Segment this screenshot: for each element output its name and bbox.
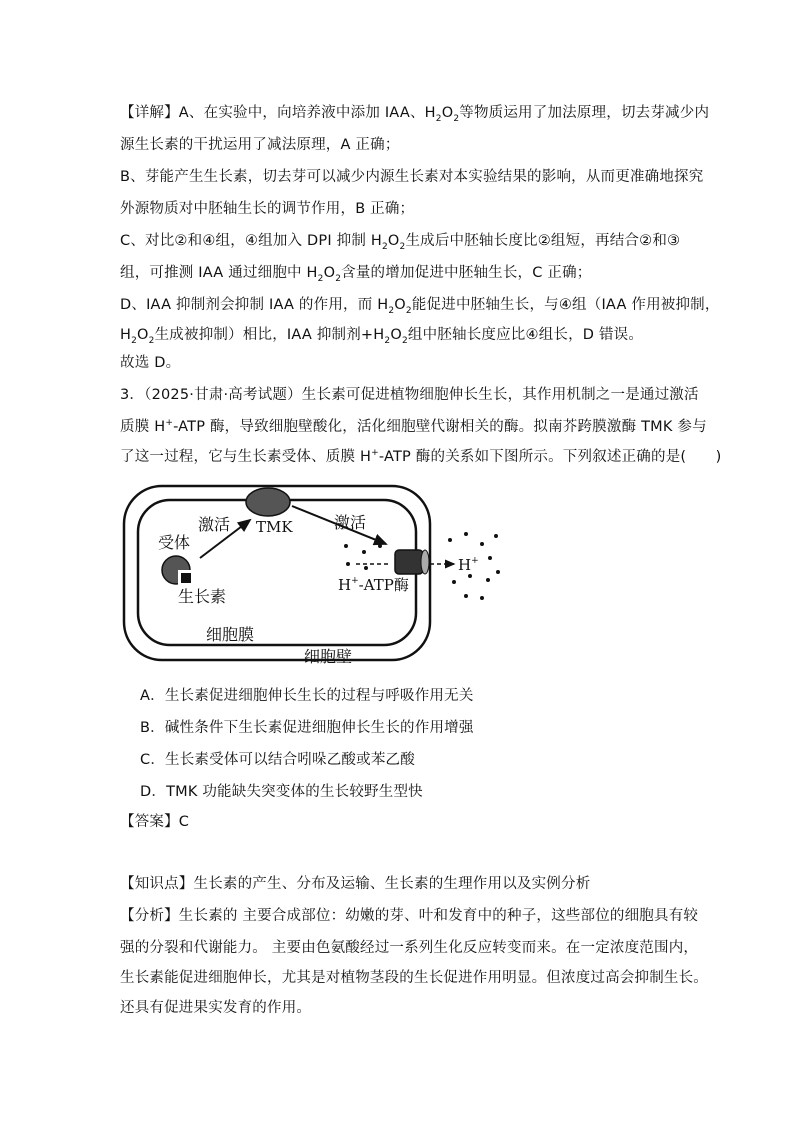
explanation-line-8 (120, 325, 643, 345)
option-b: B．碱性条件下生长素促进细胞伸长生长的作用增强 (140, 720, 474, 736)
subscript: 2 (131, 335, 138, 346)
atpase-label: H+-ATP酶 (338, 576, 409, 594)
auxin-label: 生长素 (178, 587, 227, 606)
analysis-line-3: 生长素能促进细胞伸长，尤其是对植物茎段的生长促进作用明显。但浓度过高会抑制生长。 (120, 970, 708, 986)
subscript: 2 (335, 273, 342, 284)
subscript: 2 (453, 113, 460, 124)
explanation-line-7 (120, 295, 720, 315)
subscript: 2 (399, 241, 406, 252)
tmk-label: TMK (256, 518, 293, 536)
text: 等物质运用了加法原理，切去芽减少内 (459, 105, 710, 121)
text: O (137, 327, 149, 343)
explanation-line-1 (120, 103, 709, 123)
subscript: 2 (401, 335, 408, 346)
tmk-protein (246, 488, 290, 516)
membrane-label: 细胞膜 (206, 625, 255, 644)
subscript: 2 (381, 241, 388, 252)
option-d: D．TMK 功能缺失突变体的生长较野生型快 (140, 784, 423, 800)
h-ion-label: H+ (458, 556, 479, 574)
option-c: C．生长素受体可以结合吲哚乙酸或苯乙酸 (140, 752, 415, 768)
text: 质膜 H (120, 419, 166, 435)
text: O (441, 105, 454, 121)
text: -ATP 酶，导致细胞壁酸化，活化细胞壁代谢相关的酶。拟南芥跨膜激酶 TMK 参与 (173, 419, 707, 435)
option-a: A．生长素促进细胞伸长生长的过程与呼吸作用无关 (140, 688, 474, 704)
subscript: 2 (405, 305, 412, 316)
auxin-square (181, 573, 191, 583)
explanation-line-2: 源生长素的干扰运用了减法原理，A 正确； (120, 137, 400, 153)
text: C、对比②和④组，④组加入 DPI 抑制 H (120, 233, 382, 249)
text: 生成后中胚轴长度比②组短，再结合②和③ (405, 233, 681, 249)
text: 生成被抑制）相比，IAA 抑制剂+H (154, 327, 385, 343)
question-line-3 (120, 447, 722, 467)
subscript: 2 (384, 335, 391, 346)
text: 了这一过程，它与生长素受体、质膜 H (120, 449, 372, 465)
outer-proton-dots (448, 532, 500, 600)
text: O (394, 297, 406, 313)
text: 含量的增加促进中胚轴生长，C 正确； (341, 265, 592, 281)
text: 能促进中胚轴生长，与④组（IAA 作用被抑制， (411, 297, 720, 313)
text: 组中胚轴长度应比④组长，D 错误。 (407, 327, 644, 343)
analysis-line-1: 【分析】生长素的 主要合成部位：幼嫩的芽、叶和发育中的种子，这些部位的细胞具有较 (120, 908, 699, 924)
wall-label: 细胞壁 (304, 647, 353, 666)
atpase-pump-end (421, 550, 429, 574)
explanation-line-4: 外源物质对中胚轴生长的调节作用，B 正确； (120, 201, 415, 217)
text: O (323, 265, 336, 281)
receptor-label: 受体 (158, 533, 191, 552)
activate-label-1: 激活 (198, 515, 231, 534)
superscript: + (165, 418, 174, 429)
superscript: + (371, 448, 379, 459)
analysis-line-4: 还具有促进果实发育的作用。 (120, 1000, 312, 1016)
analysis-line-2: 强的分裂和代谢能力。 主要由色氨酸经过一系列生化反应转变而来。在一定浓度范围内， (120, 940, 699, 956)
text: O (390, 327, 402, 343)
text: D、IAA 抑制剂会抑制 IAA 的作用，而 H (120, 297, 389, 313)
text: H (120, 327, 132, 343)
text: -ATP 酶的关系如下图所示。下列叙述正确的是( ) (378, 449, 722, 465)
answer: 【答案】C (120, 814, 190, 830)
subscript: 2 (148, 335, 155, 346)
cell-diagram (120, 480, 500, 670)
explanation-line-5 (120, 231, 680, 251)
text: 【详解】A、在实验中，向培养液中添加 IAA、H (120, 105, 436, 121)
text: 组，可推测 IAA 通过细胞中 H (120, 265, 318, 281)
explanation-line-3: B、芽能产生生长素，切去芽可以减少内源生长素对本实验结果的影响，从而更准确地探究 (120, 169, 704, 185)
knowledge-point: 【知识点】生长素的产生、分布及运输、生长素的生理作用以及实例分析 (120, 876, 591, 892)
subscript: 2 (388, 305, 395, 316)
explanation-line-6 (120, 263, 592, 283)
inner-proton-dots (344, 544, 382, 570)
text: O (387, 233, 400, 249)
subscript: 2 (435, 113, 442, 124)
subscript: 2 (317, 273, 324, 284)
question-line-2 (120, 417, 707, 437)
activate-label-2: 激活 (334, 513, 367, 532)
atpase-pump (395, 550, 423, 574)
question-line-1: 3．（2025·甘肃·高考试题）生长素可促进植物细胞伸长生长，其作用机制之一是通过激活 (120, 387, 699, 403)
explanation-conclusion: 故选 D。 (120, 355, 181, 371)
